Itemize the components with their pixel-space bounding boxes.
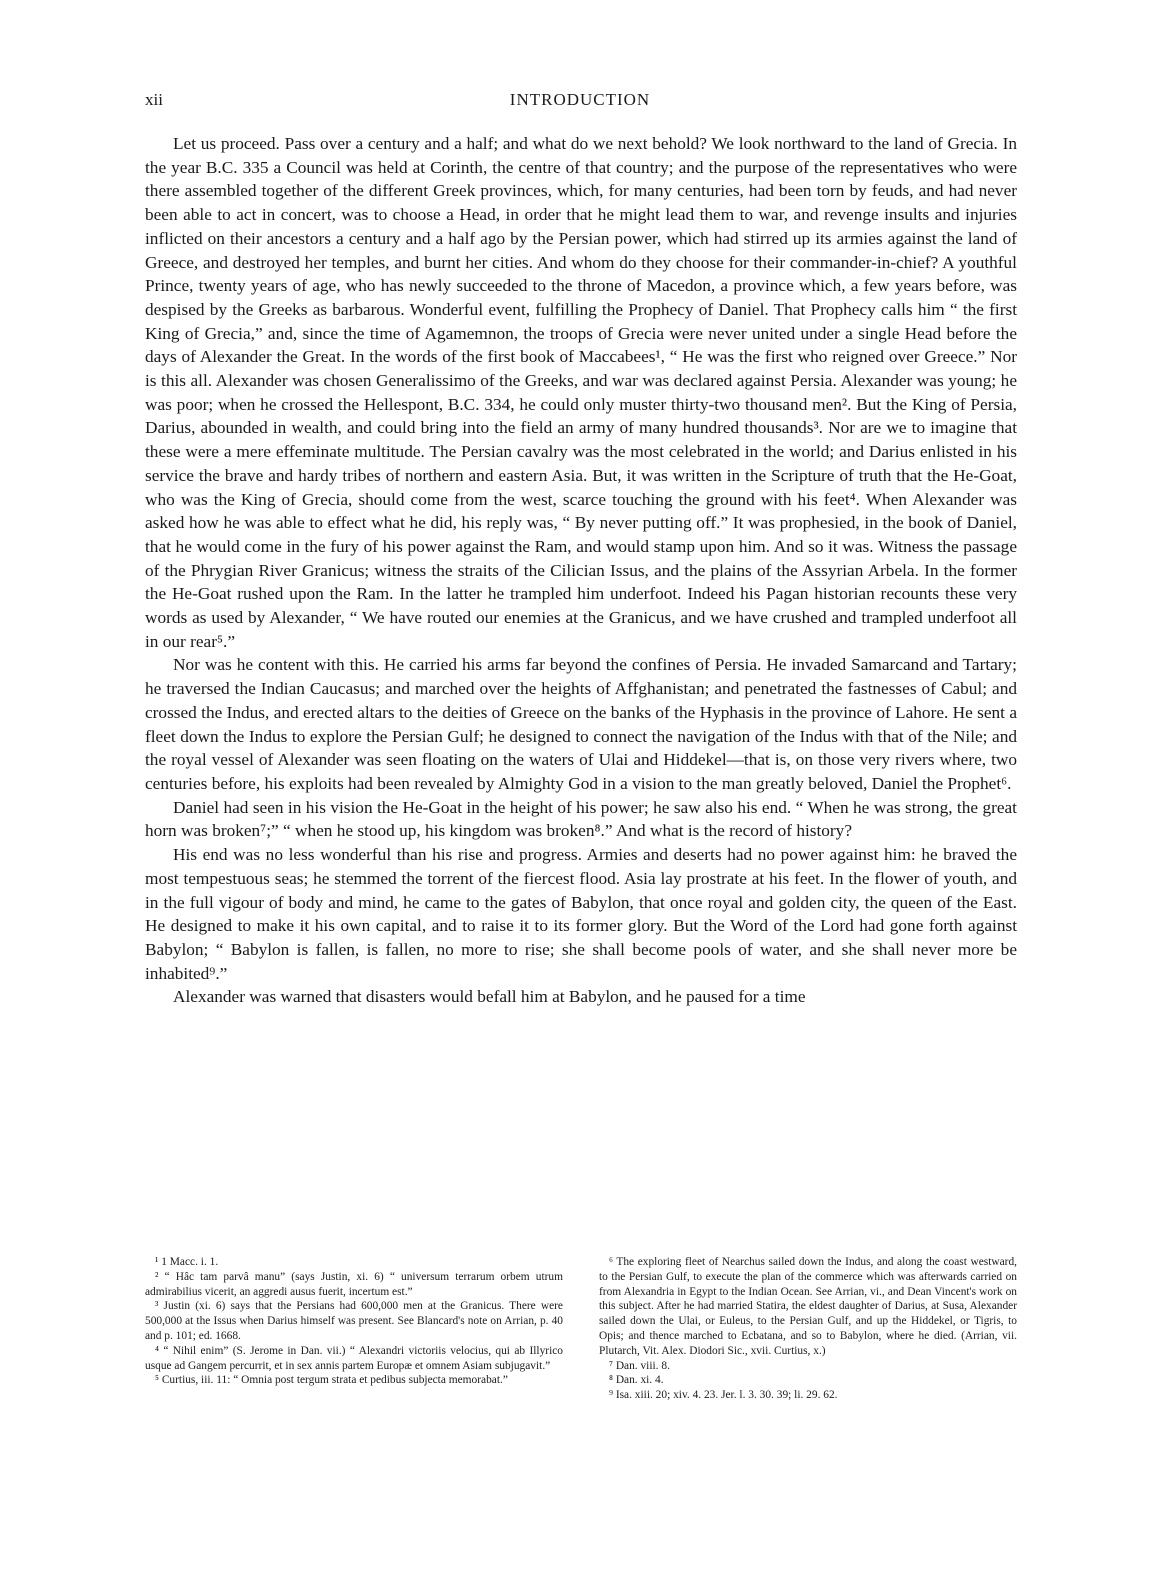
footnote: ¹ 1 Macc. i. 1. (155, 1256, 219, 1268)
paragraph: Alexander was warned that disasters would befall him at Babylon, and he paused for a time (173, 987, 806, 1007)
paragraph: Nor was he content with this. He carried his arms far beyond the confines of Persia. He invaded Samarcand and Tartary; he traversed the Indian Caucasus; and marched over the heights of Affghanistan; and penetrated the fastnesses of Cabul; and crossed the Indus, and erected altars to the deities of Greece on the banks of the Hyphasis in the province of Lahore. He sent a fleet down the Indus to explore the Persian Gulf; he designed to connect the navigation of the Indus with that of the Nile; and the royal vessel of Alexander was seen floating on the waters of Ulai and Hiddekel—that is, on those very rivers where, two centuries before, his exploits had been revealed by Almighty God in a vision to the man greatly beloved, Daniel the Prophet⁶. (145, 655, 1017, 793)
footnote: ⁷ Dan. viii. 8. (609, 1359, 670, 1372)
page-number: xii (145, 90, 163, 109)
footnote: ⁵ Curtius, iii. 11: “ Omnia post tergum strata et pedibus subjecta memorabat.” (155, 1374, 508, 1387)
running-head: INTRODUCTION (509, 90, 651, 109)
body-text (145, 132, 1017, 1009)
paragraph: His end was no less wonderful than his rise and progress. Armies and deserts had no power against him: he braved the most tempestuous seas; he stemmed the torrent of the fiercest flood. Asia lay prostrate at his feet. In the flower of youth, and in the full vigour of body and mind, he came to the gates of Babylon, that once royal and golden city, the queen of the East. He designed to make it his own capital, and to raise it to its former glory. But the Word of the Lord had gone forth against Babylon; “ Babylon is fallen, is fallen, no more to rise; she shall become pools of water, and she shall never more be inhabited⁹.” (145, 845, 1017, 983)
footnote: ⁹ Isa. xiii. 20; xiv. 4. 23. Jer. l. 3. 30. 39; li. 29. 62. (609, 1389, 838, 1402)
paragraph: Daniel had seen in his vision the He-Goat in the height of his power; he saw also his end. “ When he was strong, the great horn was broken⁷;” “ when he stood up, his kingdom was broken⁸.” And what is the record of history? (145, 797, 1017, 841)
footnote: ⁶ The exploring fleet of Nearchus sailed down the Indus, and along the coast westward, to the Persian Gulf, to execute the plan of the commerce which was afterwards carried on from Alexandria in Egypt to the Indian Ocean. See Arrian, vi., and Dean Vincent's work on this subject. After he had married Statira, the eldest daughter of Darius, at Susa, Alexander sailed down the Ulai, or Euleus, to the Persian Gulf, and up the Hiddekel, or Tigris, to Opis; and thence marched to Ecbatana, and so to Babylon, where he died. (Arrian, vii. Plutarch, Vit. Alex. Diodori Sic., xvii. Curtius, x.) (599, 1256, 1017, 1357)
footnote: ⁴ “ Nihil enim” (S. Jerome in Dan. vii.) “ Alexandri victoriis velocius, qui ab Illyrico usque ad Gangem percurrit, et in sex annis partem Europæ et omnem Asiam subjugavit.” (145, 1344, 563, 1372)
paragraph: Let us proceed. Pass over a century and a half; and what do we next behold? We look northward to the land of Grecia. In the year B.C. 335 a Council was held at Corinth, the centre of that country; and the purpose of the representatives who were there assembled together of the different Greek provinces, which, for many centuries, had been torn by feuds, and had never been able to act in concert, was to choose a Head, in order that he might lead them to war, and revenge insults and injuries inflicted on their ancestors a century and a half ago by the Persian power, which had stirred up its armies against the land of Greece, and destroyed her temples, and burnt her cities. And whom do they choose for their commander-in-chief? A youthful Prince, twenty years of age, who has newly succeeded to the throne of Macedon, a province which, a few years before, was despised by the Greeks as barbarous. Wonderful event, fulfilling the Prophecy of Daniel. That Prophecy calls him “ the first King of Grecia,” and, since the time of Agamemnon, the troops of Grecia were never united under a single Head before the days of Alexander the Great. In the words of the first book of Maccabees¹, “ He was the first who reigned over Greece.” Nor is this all. Alexander was chosen Generalissimo of the Greeks, and war was declared against Persia. Alexander was young; he was poor; when he crossed the Hellespont, B.C. 334, he could only muster thirty-two thousand men². But the King of Persia, Darius, abounded in wealth, and could bring into the field an army of many hundred thousands³. Nor are we to imagine that these were a mere effeminate multitude. The Persian cavalry was the most celebrated in the world; and Darius enlisted in his service the brave and hardy tribes of northern and eastern Asia. But, it was written in the Scripture of truth that the He-Goat, who was the King of Grecia, should come from the west, scarce touching the ground with his feet⁴. When Alexander was asked how he was able to effect what he did, his reply was, “ By never putting off.” It was prophesied, in the book of Daniel, that he would come in the fury of his power against the Ram, and would stamp upon him. And so it was. Witness the passage of the Phrygian River Granicus; witness the straits of the Cilician Issus, and the plains of the Assyrian Arbela. In the former the He-Goat rushed upon the Ram. In the latter he trampled him underfoot. Indeed his Pagan historian recounts these very words as used by Alexander, “ We have routed our enemies at the Granicus, and we have crushed and trampled underfoot all in our rear⁵.” (145, 134, 1017, 651)
footnote: ³ Justin (xi. 6) says that the Persians had 600,000 men at the Granicus. There were 500,000 at the Issus when Darius himself was present. See Blancard's note on Arrian, p. 40 and p. 101; ed. 1668. (145, 1300, 563, 1342)
page-header (145, 90, 1015, 116)
footnote: ⁸ Dan. xi. 4. (609, 1374, 664, 1387)
footnotes-left-column (145, 1255, 563, 1403)
footnotes (145, 1255, 1017, 1403)
footnotes-right-column (599, 1255, 1017, 1403)
footnote: ² “ Hâc tam parvâ manu” (says Justin, xi. 6) “ universum terrarum orbem utrum admirabilius vicerit, an aggredi ausus fuerit, incertum est.” (145, 1270, 563, 1298)
